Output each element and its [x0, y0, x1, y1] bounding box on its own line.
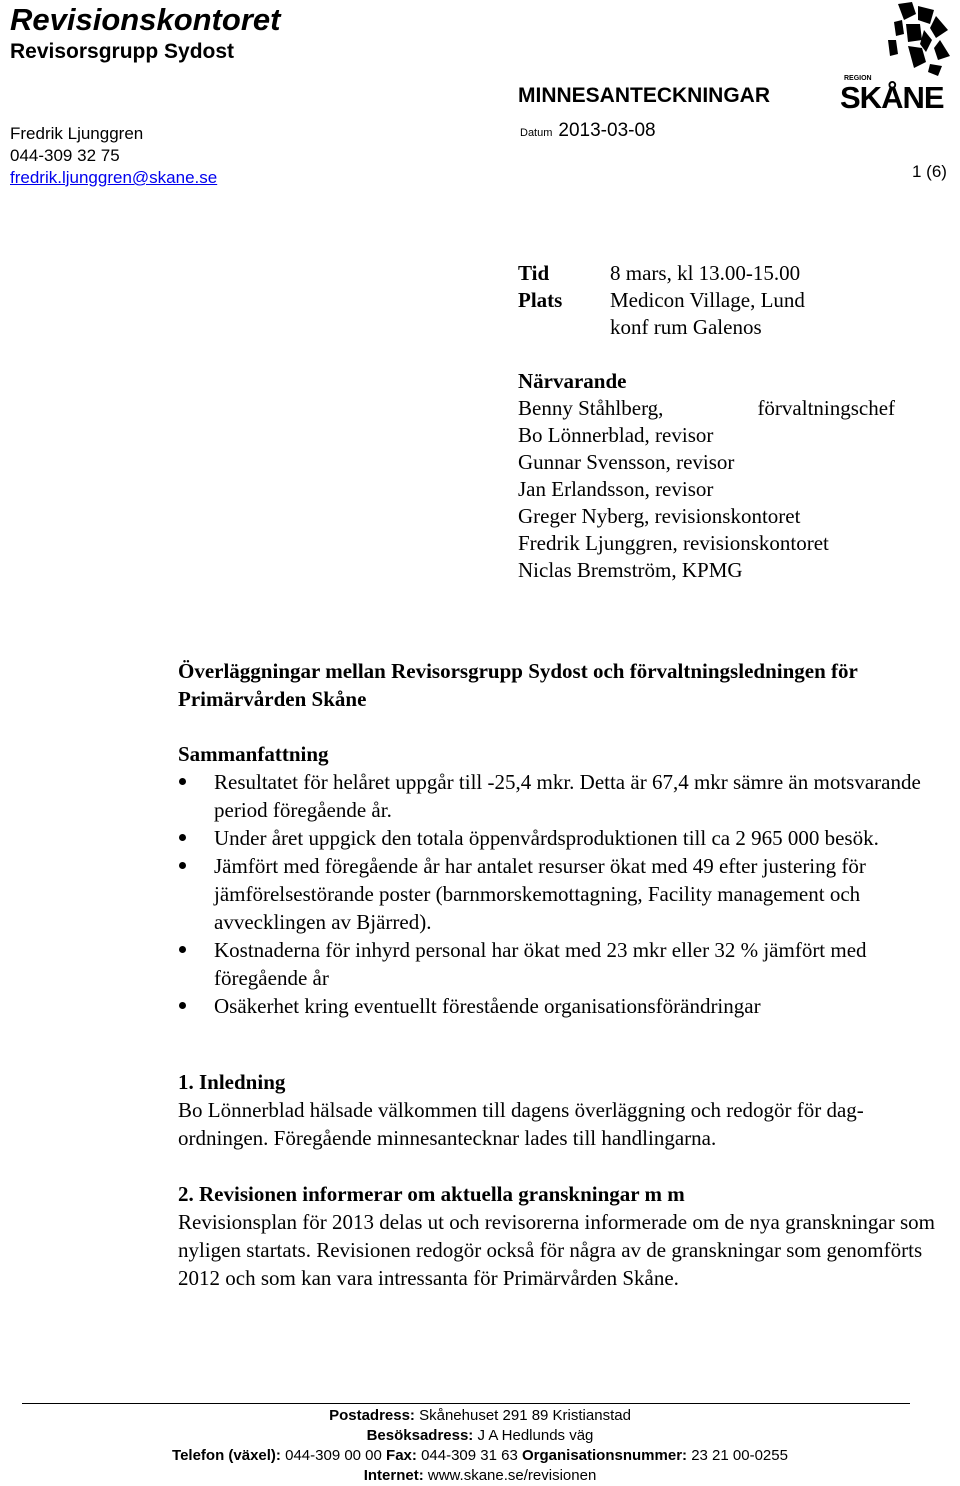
date-line — [520, 120, 656, 142]
footer-phone-label: Telefon (växel): — [172, 1447, 281, 1464]
footer-postal — [60, 1406, 900, 1426]
time-value: 8 mars, kl 13.00-15.00 — [610, 261, 801, 285]
footer-postal-value: Skånehuset 291 89 Kristianstad — [419, 1407, 631, 1424]
attendee-name: Benny Ståhlberg, — [518, 396, 664, 420]
footer-postal-label: Postadress: — [329, 1407, 415, 1424]
footer-fax-value: 044-309 31 63 — [421, 1447, 518, 1464]
footer-visit-value: J A Hedlunds väg — [477, 1427, 594, 1444]
time-label: Tid — [518, 261, 550, 285]
footer-org-value: 23 21 00-0255 — [691, 1447, 788, 1464]
footer-contact — [60, 1446, 900, 1466]
author-name: Fredrik Ljunggren — [10, 124, 144, 143]
date-value: 2013-03-08 — [558, 120, 656, 141]
attendee-row: Bo Lönnerblad, revisor — [518, 423, 714, 447]
section2-heading: 2. Revisionen informerar om aktuella granskningar m m — [178, 1182, 685, 1206]
attendees-block — [518, 368, 895, 584]
summary-item: Jämfört med föregående år har antalet resurser ökat med 49 efter justering för jämförelsestörande poster (barnmorskemottagning, Facility management och avvecklingen av Bjärred). — [178, 852, 953, 936]
footer — [60, 1406, 900, 1486]
place-value: Medicon Village, Lund — [610, 288, 805, 312]
place-room: konf rum Galenos — [610, 315, 762, 339]
author-block — [10, 123, 217, 189]
footer-internet — [60, 1466, 900, 1486]
author-phone: 044-309 32 75 — [10, 146, 120, 165]
footer-visit — [60, 1426, 900, 1446]
attendee-row — [518, 395, 895, 422]
place-label: Plats — [518, 288, 563, 312]
attendee-row: Gunnar Svensson, revisor — [518, 450, 735, 474]
attendees-heading: Närvarande — [518, 369, 627, 393]
org-subtitle: Revisorsgrupp Sydost — [10, 40, 235, 63]
section2-text: Revisionsplan för 2013 delas ut och revisorerna informerade om de nya granskningar som nyligen startats. Revisionen redogör också för några av de granskningar som genomförts 2012 och som kan vara intressanta för Primärvården Skåne. — [178, 1210, 935, 1290]
date-label: Datum — [520, 127, 553, 139]
summary-item: Kostnaderna för inhyrd personal har ökat med 23 mkr eller 32 % jämfört med föregående år — [178, 936, 953, 992]
attendee-row: Niclas Bremström, KPMG — [518, 558, 743, 582]
attendee-role: förvaltningschef — [757, 396, 896, 420]
main-heading: Överläggningar mellan Revisorsgrupp Sydost och förvaltningsledningen för Primärvården Skåne — [178, 659, 858, 711]
footer-visit-label: Besöksadress: — [366, 1427, 474, 1444]
summary-list — [178, 768, 953, 1020]
logo-skane-text: SKÅNE — [840, 80, 944, 112]
footer-org-label: Organisationsnummer: — [522, 1447, 688, 1464]
author-email-link[interactable]: fredrik.ljunggren@skane.se — [10, 168, 218, 187]
footer-phone-value: 044-309 00 00 — [285, 1447, 382, 1464]
document-type: MINNESANTECKNINGAR — [518, 84, 770, 107]
section1-heading: 1. Inledning — [178, 1070, 286, 1094]
logo-region-text: REGION — [844, 75, 872, 82]
footer-fax-label: Fax: — [386, 1447, 417, 1464]
attendee-row: Greger Nyberg, revisionskontoret — [518, 504, 801, 528]
page-number: 1 (6) — [912, 162, 947, 181]
region-skane-logo — [838, 0, 960, 112]
summary-item: Under året uppgick den totala öppenvårdsproduktionen till ca 2 965 000 besök. — [178, 824, 953, 852]
main-content — [178, 657, 953, 1292]
org-title: Revisionskontoret — [10, 2, 281, 37]
summary-heading: Sammanfattning — [178, 742, 329, 766]
griffin-icon — [888, 2, 950, 76]
summary-item: Osäkerhet kring eventuellt förestående organisationsförändringar — [178, 992, 953, 1020]
footer-divider — [22, 1403, 910, 1404]
section1-text: Bo Lönnerblad hälsade välkommen till dagens överläggning och redogör för dag-ordningen. Föregående minnesantecknar lades till handlingarna. — [178, 1098, 864, 1150]
meeting-info — [518, 260, 805, 341]
attendee-row: Fredrik Ljunggren, revisionskontoret — [518, 531, 829, 555]
summary-item: Resultatet för helåret uppgår till -25,4 mkr. Detta är 67,4 mkr sämre än motsvarande period föregående år. — [178, 768, 953, 824]
attendee-row: Jan Erlandsson, revisor — [518, 477, 714, 501]
footer-internet-link[interactable]: www.skane.se/revisionen — [427, 1467, 597, 1484]
footer-internet-label: Internet: — [363, 1467, 424, 1484]
